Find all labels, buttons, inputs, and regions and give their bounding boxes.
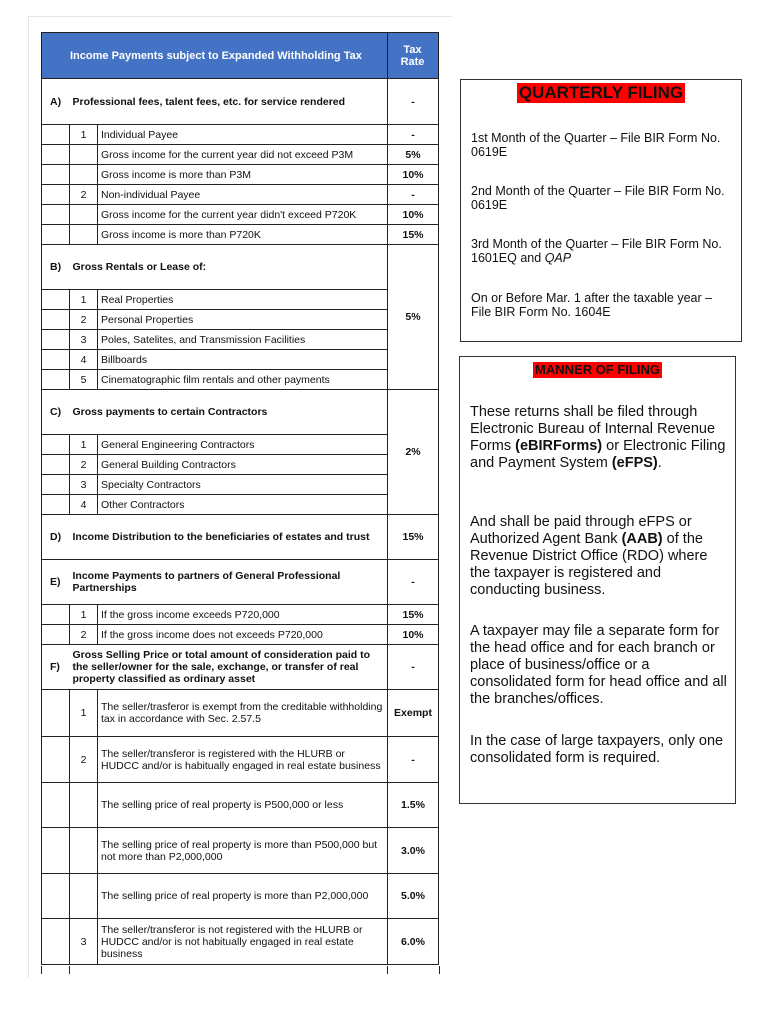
row-text: Gross income is more than P3M [98,165,388,185]
row-num: 2 [70,455,98,475]
table-header-rate: Tax Rate [388,33,439,79]
table-header-row [42,33,439,79]
section-title: Income Distribution to the beneficiaries of estates and trust [70,515,388,560]
row-num: 5 [70,370,98,390]
quarterly-item: 2nd Month of the Quarter – File BIR Form No. 0619E [471,184,725,212]
manner-paragraph: And shall be paid through eFPS or Authorized Agent Bank (AAB) of the Revenue District Office (RDO) where the taxpayer is registered and conducting business. [470,514,708,598]
table-row [42,828,439,874]
row-num [70,874,98,919]
row-text: Individual Payee [98,125,388,145]
quarterly-filing-box [460,79,742,342]
table-row [42,125,439,145]
quarterly-filing-title: QUARTERLY FILING [518,83,684,102]
row-text: Real Properties [98,290,388,310]
row-rate: 10% [388,205,439,225]
row-num: 1 [70,605,98,625]
row-text: The selling price of real property is more than P500,000 but not more than P2,000,000 [98,828,388,874]
section-row-a [42,79,439,125]
section-title: Gross Rentals or Lease of: [70,245,388,290]
row-num: 2 [70,625,98,645]
table-row [42,145,439,165]
row-num [70,165,98,185]
row-text: Non-individual Payee [98,185,388,205]
section-row-d [42,515,439,560]
row-rate: Exempt [388,690,439,737]
quarterly-item: 1st Month of the Quarter – File BIR Form No. 0619E [471,131,721,159]
table-row [42,874,439,919]
table-row [42,185,439,205]
row-num: 3 [70,919,98,965]
row-text: Poles, Satelites, and Transmission Facilities [98,330,388,350]
row-text: The seller/transferor is not registered with the HLURB or HUDCC and/or is not habitually engaged in real estate business [98,919,388,965]
table-continuation [41,966,440,974]
row-num: 4 [70,495,98,515]
table-row [42,690,439,737]
row-num: 2 [70,737,98,783]
row-text: Gross income is more than P720K [98,225,388,245]
row-text: Personal Properties [98,310,388,330]
table-row [42,330,439,350]
section-rate: 15% [388,515,439,560]
row-rate: - [388,125,439,145]
row-num: 3 [70,330,98,350]
row-num: 3 [70,475,98,495]
section-row-c [42,390,439,435]
table-row [42,435,439,455]
section-letter: C) [42,390,70,435]
row-rate: 15% [388,225,439,245]
table-row [42,495,439,515]
row-text: Billboards [98,350,388,370]
section-row-e [42,560,439,605]
quarterly-item-text: 3rd Month of the Quarter – File BIR Form No. 1601EQ and [471,237,722,265]
row-rate: 1.5% [388,783,439,828]
page-edge-top [28,16,452,17]
row-rate: 15% [388,605,439,625]
table-row [42,370,439,390]
table-row [42,783,439,828]
table-row [42,290,439,310]
table-row [42,350,439,370]
manner-paragraph: In the case of large taxpayers, only one consolidated form is required. [470,733,724,766]
row-num: 2 [70,185,98,205]
row-rate: 3.0% [388,828,439,874]
row-text: The selling price of real property is P500,000 or less [98,783,388,828]
row-text: Gross income for the current year did not exceed P3M [98,145,388,165]
table-row [42,455,439,475]
table-row [42,625,439,645]
row-rate: 5.0% [388,874,439,919]
manner-of-filing-box [459,356,736,804]
quarterly-item [471,237,733,265]
table-row [42,165,439,185]
row-text: Cinematographic film rentals and other payments [98,370,388,390]
table-row [42,475,439,495]
row-num: 1 [70,435,98,455]
manner-paragraph: These returns shall be filed through Electronic Bureau of Internal Revenue Forms (eBIRForms) or Electronic Filing and Payment System (eFPS). [470,404,726,471]
section-letter: E) [42,560,70,605]
row-text: Other Contractors [98,495,388,515]
row-text: The seller/transferor is registered with the HLURB or HUDCC and/or is habitually engaged in real estate business [98,737,388,783]
row-num: 1 [70,690,98,737]
row-rate: - [388,737,439,783]
section-letter: A) [42,79,70,125]
row-text: General Engineering Contractors [98,435,388,455]
row-num: 2 [70,310,98,330]
section-rate: - [388,560,439,605]
section-rate: 2% [388,390,439,515]
section-rate: - [388,645,439,690]
row-text: Specialty Contractors [98,475,388,495]
row-text: If the gross income exceeds P720,000 [98,605,388,625]
ewt-table [41,32,439,965]
row-text: If the gross income does not exceeds P720,000 [98,625,388,645]
row-num: 4 [70,350,98,370]
row-num [70,828,98,874]
row-text: Gross income for the current year didn't exceed P720K [98,205,388,225]
row-num [70,783,98,828]
row-num [70,225,98,245]
table-row [42,225,439,245]
section-title: Gross Selling Price or total amount of consideration paid to the seller/owner for the sale, exchange, or transfer of real property classified as ordinary asset [70,645,388,690]
row-rate: - [388,185,439,205]
table-header-title: Income Payments subject to Expanded Withholding Tax [42,33,388,79]
row-num: 1 [70,125,98,145]
section-title: Gross payments to certain Contractors [70,390,388,435]
section-title: Professional fees, talent fees, etc. for service rendered [70,79,388,125]
row-rate: 10% [388,625,439,645]
section-row-f [42,645,439,690]
section-letter: D) [42,515,70,560]
page-edge-left [28,16,29,978]
quarterly-item: On or Before Mar. 1 after the taxable year – File BIR Form No. 1604E [471,291,713,319]
quarterly-item-italic: QAP [544,251,572,265]
section-rate: 5% [388,245,439,390]
table-row [42,310,439,330]
section-letter: B) [42,245,70,290]
table-row [42,737,439,783]
table-row [42,919,439,965]
section-rate: - [388,79,439,125]
manner-paragraph: A taxpayer may file a separate form for the head office and for each branch or place of business/office or a consolidated form for head office and all the branches/offices. [470,623,727,707]
row-text: The seller/trasferor is exempt from the creditable withholding tax in accordance with Sec. 2.57.5 [98,690,388,737]
row-num [70,205,98,225]
table-row [42,605,439,625]
row-num [70,145,98,165]
row-text: General Building Contractors [98,455,388,475]
section-row-b [42,245,439,290]
row-text: The selling price of real property is more than P2,000,000 [98,874,388,919]
row-rate: 10% [388,165,439,185]
table-row [42,205,439,225]
section-letter: F) [42,645,70,690]
row-rate: 5% [388,145,439,165]
section-title: Income Payments to partners of General Professional Partnerships [70,560,388,605]
manner-of-filing-title: MANNER OF FILING [535,362,660,377]
row-rate: 6.0% [388,919,439,965]
row-num: 1 [70,290,98,310]
